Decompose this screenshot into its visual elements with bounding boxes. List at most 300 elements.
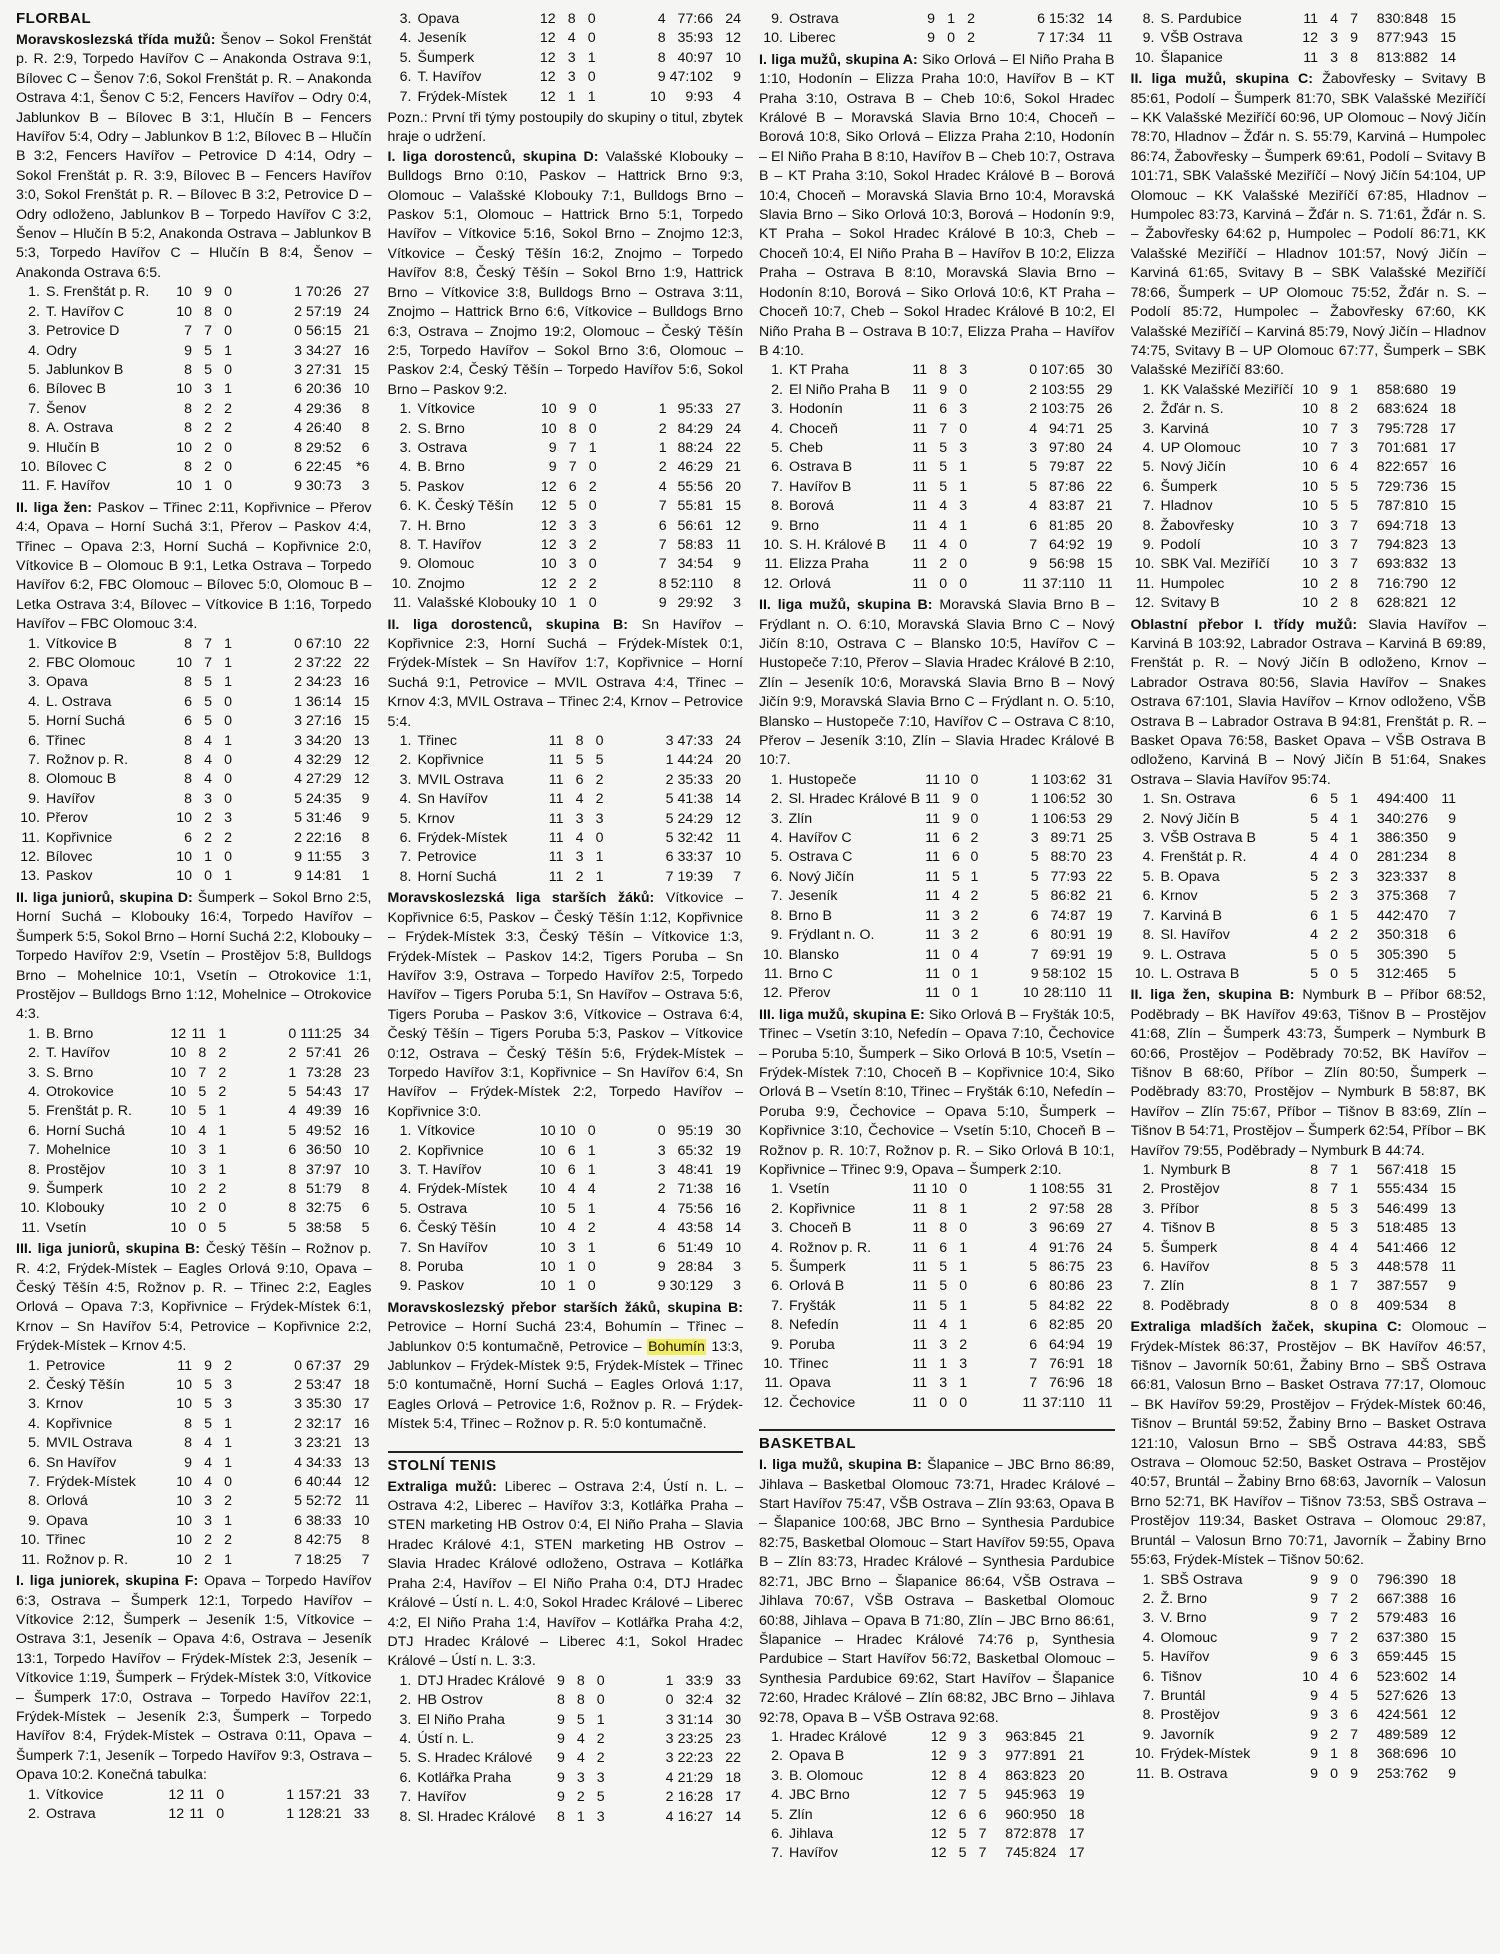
extra: 29 [353, 1357, 370, 1374]
extra: 10 [353, 381, 370, 398]
rank: 4. [771, 1787, 783, 1804]
standings-table [16, 1786, 372, 1825]
team-name: Prostějov [1160, 1707, 1220, 1724]
draws: 5 [1350, 946, 1358, 963]
extra: 24 [725, 733, 741, 750]
score: 3 [1030, 830, 1039, 847]
draws: 1 [959, 459, 968, 476]
score: 822:657 [1376, 459, 1428, 476]
wins: 5 [204, 1415, 212, 1432]
points: 86:82 [1050, 888, 1087, 905]
extra [1458, 810, 1486, 829]
rank: 7. [28, 1474, 40, 1491]
wins: 2 [1330, 868, 1338, 885]
wins: 3 [576, 1769, 585, 1786]
points: 17:34 [1048, 30, 1085, 47]
wins: 1 [567, 88, 576, 105]
wins: 5 [1330, 791, 1338, 808]
team-name: A. Ostrava [46, 420, 114, 437]
score: 683:624 [1376, 401, 1428, 418]
extra: 30 [725, 1711, 741, 1728]
team-name: Opava [789, 1375, 831, 1392]
points: 58:102 [1042, 965, 1087, 982]
games: 10 [176, 284, 192, 301]
rank: 9. [1142, 946, 1155, 963]
score: 794:823 [1376, 536, 1428, 553]
wins: 5 [952, 868, 960, 885]
games: 9 [1310, 1765, 1318, 1782]
wins: 7 [1330, 1181, 1338, 1198]
rank: 1. [1142, 791, 1155, 808]
team-name: Jihlava [789, 1825, 834, 1842]
score: 11 [1022, 575, 1038, 592]
wins: 3 [204, 381, 212, 398]
extra [1458, 1687, 1486, 1706]
table-row [16, 1141, 372, 1160]
score: 7 [658, 536, 667, 553]
extra: 23 [725, 1730, 741, 1747]
extra: 22 [725, 1750, 741, 1767]
points: 106:53 [1042, 810, 1087, 827]
points: 13 [1440, 556, 1456, 573]
wins: 9 [952, 791, 960, 808]
points: 54:43 [305, 1083, 342, 1100]
score: 3 [657, 1161, 666, 1178]
points: 36:14 [305, 693, 342, 710]
points: 15 [1440, 1161, 1456, 1178]
wins: 8 [958, 1767, 967, 1784]
wins: 8 [204, 303, 212, 320]
team-name: T. Havířov [417, 1161, 482, 1178]
rank: 11. [1135, 1765, 1155, 1782]
points: 8 [1448, 849, 1456, 866]
rank: 2. [28, 1045, 40, 1062]
rank: 10. [763, 536, 783, 553]
rank: 7. [770, 888, 783, 905]
extra: 29 [1096, 381, 1113, 398]
wins: 1 [204, 849, 212, 866]
extra: *6 [356, 458, 370, 475]
score: 6 [1029, 517, 1038, 534]
table-row [759, 29, 1115, 48]
points: 15 [1440, 478, 1456, 495]
results-paragraph [1131, 70, 1487, 381]
team-name: El Niño Praha B [789, 381, 890, 398]
games: 5 [1310, 946, 1318, 963]
standings-table [759, 10, 1115, 49]
draws: 2 [1350, 1590, 1358, 1607]
table-row [16, 867, 372, 886]
extra: 17 [353, 1083, 370, 1100]
table-row [759, 907, 1115, 926]
extra [1458, 497, 1486, 516]
table-row [759, 400, 1115, 419]
draws: 3 [959, 362, 968, 379]
games: 8 [184, 400, 192, 417]
games: 10 [176, 1396, 192, 1413]
rank: 2. [1142, 1590, 1155, 1607]
standings-table [759, 1728, 1115, 1864]
rank: 10. [20, 458, 40, 475]
extra [1458, 1648, 1486, 1667]
team-name: MVIL Ostrava [46, 1435, 133, 1452]
points: 35:93 [677, 30, 713, 47]
draws: 2 [595, 791, 604, 808]
team-name: Jeseník [417, 30, 467, 47]
score: 489:589 [1376, 1726, 1428, 1743]
draws: 1 [224, 635, 232, 652]
score: 5 [665, 810, 674, 827]
competition-title: III. liga mužů, skupina E: [759, 1006, 925, 1023]
extra [1458, 946, 1486, 965]
table-row [759, 887, 1115, 906]
games: 10 [539, 1181, 556, 1198]
points: 94:71 [1048, 420, 1085, 437]
games: 10 [1302, 556, 1318, 573]
table-row [16, 1044, 372, 1063]
points: 29:52 [305, 439, 342, 456]
draws: 3 [1350, 1259, 1358, 1275]
games: 10 [170, 1064, 187, 1081]
games: 11 [925, 907, 940, 924]
score: 4 [1029, 1239, 1038, 1256]
score: 3 [657, 1142, 666, 1159]
score: 9 [1029, 556, 1038, 573]
draws: 1 [1350, 1161, 1358, 1178]
games: 11 [912, 1239, 928, 1256]
games: 8 [1310, 1278, 1318, 1295]
extra: 11 [1097, 985, 1113, 1002]
draws: 3 [224, 1377, 232, 1394]
points: 31:46 [305, 810, 342, 827]
team-name: Havířov [789, 1845, 838, 1862]
points: 17 [1440, 420, 1456, 437]
extra: 19 [1096, 1336, 1113, 1353]
games: 11 [1303, 11, 1318, 27]
extra: 25 [1096, 830, 1113, 847]
table-row [759, 1374, 1115, 1393]
wins: 4 [576, 1750, 585, 1767]
table-row [388, 68, 744, 87]
draws: 2 [218, 1045, 227, 1062]
team-name: Krnov [1160, 888, 1198, 905]
draws: 3 [1350, 1220, 1358, 1237]
points: 97:58 [1048, 1200, 1085, 1217]
games: 6 [184, 713, 192, 730]
wins: 8 [567, 11, 576, 27]
competition-title: Moravskoslezská třída mužů: [16, 32, 216, 48]
rank: 2. [399, 752, 412, 769]
score: 6 [1030, 907, 1039, 924]
rank: 1. [399, 401, 412, 418]
wins: 5 [939, 439, 948, 456]
standings-table [1131, 10, 1487, 68]
score: 4 [657, 1200, 666, 1217]
points: 12 [1440, 1239, 1456, 1256]
rank: 4. [399, 1181, 412, 1198]
table-row [388, 848, 744, 867]
team-name: Havířov [417, 1789, 467, 1806]
table-row [759, 1277, 1115, 1296]
team-name: Elizza Praha [789, 556, 869, 573]
table-row [388, 1769, 744, 1788]
table-row [16, 635, 372, 654]
wins: 2 [204, 439, 212, 456]
draws: 1 [959, 517, 968, 534]
games: 12 [1302, 30, 1318, 47]
games: 12 [168, 1786, 185, 1803]
wins: 2 [204, 458, 212, 475]
table-row [1131, 536, 1487, 555]
rank: 4. [399, 459, 412, 476]
points: 84:29 [677, 420, 713, 437]
extra [1458, 439, 1486, 458]
games: 11 [912, 1259, 928, 1275]
draws: 1 [596, 1711, 605, 1728]
extra: 4 [733, 88, 741, 105]
points: 35:30 [305, 1396, 342, 1413]
extra: 15 [353, 713, 370, 730]
table-row [16, 1512, 372, 1531]
table-row [759, 536, 1115, 555]
table-row [388, 1142, 744, 1161]
rank: 10. [1134, 556, 1155, 573]
score: 11 [1022, 1394, 1038, 1411]
draws: 2 [588, 536, 597, 553]
wins: 11 [189, 1786, 205, 1803]
games: 8 [1310, 1200, 1318, 1217]
extra: 16 [353, 1122, 370, 1139]
results-paragraph [16, 31, 372, 283]
points: 95:33 [677, 401, 713, 418]
draws: 0 [224, 303, 232, 320]
wins: 3 [1330, 49, 1338, 66]
score: 3 [294, 342, 302, 359]
extra [1087, 1767, 1115, 1786]
team-name: B. Opava [1160, 868, 1220, 885]
team-name: Kopřivnice [46, 829, 113, 846]
team-name: Ústí n. L. [417, 1730, 475, 1747]
table-row [759, 829, 1115, 848]
table-row [16, 1083, 372, 1102]
score: 3 [665, 733, 674, 750]
extra: 1 [361, 868, 370, 885]
extra [1087, 1825, 1115, 1844]
table-row [1131, 1277, 1487, 1296]
points: 42:75 [305, 1532, 342, 1549]
table-row [16, 790, 372, 809]
points: 21 [1068, 1728, 1085, 1745]
team-name: Český Těšín [417, 1220, 497, 1237]
points: 12 [1440, 595, 1456, 612]
rank: 2. [1142, 810, 1155, 827]
rank: 10. [763, 30, 783, 47]
column-4 [1131, 10, 1487, 1944]
score: 5 [1029, 1297, 1038, 1314]
wins: 5 [198, 1083, 207, 1100]
games: 9 [1310, 1571, 1318, 1588]
games: 8 [557, 1808, 565, 1825]
wins: 4 [1330, 830, 1338, 847]
table-row [388, 810, 744, 829]
rank: 5. [771, 1259, 783, 1275]
table-row [1131, 1571, 1487, 1590]
games: 8 [557, 1692, 565, 1709]
wins: 0 [952, 985, 960, 1002]
games: 11 [925, 868, 940, 885]
score: 579:483 [1376, 1610, 1428, 1627]
score: 10 [649, 88, 666, 105]
draws: 1 [224, 1551, 232, 1568]
rank: 12. [20, 849, 40, 866]
score: 2 [1029, 401, 1038, 418]
table-row [388, 732, 744, 751]
rank: 1. [28, 1357, 40, 1374]
points: 26:40 [305, 420, 342, 437]
score: 1 [665, 1672, 674, 1689]
wins: 1 [576, 1808, 585, 1825]
team-name: Ostrava B [789, 459, 853, 476]
wins: 7 [204, 635, 212, 652]
table-row [1131, 1200, 1487, 1219]
points: 157:21 [298, 1786, 342, 1803]
team-name: Šenov [46, 400, 87, 417]
rank: 6. [399, 1220, 412, 1237]
extra: 15 [1096, 556, 1113, 573]
extra: 8 [361, 400, 370, 417]
extra: 18 [1096, 1356, 1113, 1373]
wins: 3 [952, 907, 960, 924]
score: 6 [1029, 1336, 1038, 1353]
table-row [759, 381, 1115, 400]
team-name: Olomouc [417, 556, 475, 573]
points: 32:29 [305, 752, 342, 769]
team-name: FBC Olomouc [46, 655, 136, 671]
wins: 0 [1330, 946, 1338, 963]
score: 5 [665, 830, 674, 847]
score: 1 [286, 1786, 295, 1803]
wins: 4 [567, 1181, 576, 1198]
draws: 2 [588, 478, 597, 495]
results-text: Liberec – Ostrava 2:4, Ústí n. L. – Ostrava 4:2, Liberec – Havířov 3:3, Kotlářka Praha – STEN marketing HB Ostrov 0:4, El Niño Praha – Slavia Hradec Králové 4:1, STEN marketing HB Ostrov – Slavia Hradec Králové odloženo, Ostrava – Kotlářka Praha 2:4, Havířov – El Niño Praha 0:4, DTJ Hradec Králové – Ústí n. L. 4:0, Sokol Hradec Králové – Liberec 4:2, El Niño Praha 1:4, Havířov – Kotlářka Praha 4:2, DTJ Hradec Králové – Liberec 4:1, Sokol Hradec Králové – Ústí n. L. 3:3. [387, 1478, 743, 1670]
wins: 5 [575, 752, 584, 769]
points: 43:58 [677, 1220, 713, 1237]
points: 111:25 [300, 1025, 342, 1042]
team-name: HB Ostrov [417, 1692, 483, 1709]
score: 6 [1037, 11, 1045, 27]
extra: 19 [1096, 946, 1113, 963]
score: 375:368 [1376, 888, 1428, 905]
points: 57:19 [305, 303, 342, 320]
games: 11 [912, 1220, 928, 1237]
extra: 13 [353, 1454, 370, 1471]
extra: 8 [733, 575, 741, 592]
draws: 2 [224, 420, 232, 437]
draws: 2 [967, 30, 975, 47]
games: 9 [1310, 1610, 1318, 1627]
points: 18:25 [305, 1551, 342, 1568]
games: 6 [1310, 791, 1318, 808]
results-text: Nymburk B – Příbor 68:52, Poděbrady – BK Havířov 49:63, Tišnov B – Prostějov 41:68, Zlín – Šumperk 43:73, Šumperk – Nymburk B 60:66, Prostějov – Poděbrady 70:52, BK Havířov – Tišnov B 68:60, Příbor – Zlín 80:50, Šumperk – Poděbrady 83:70, Prostějov – Nymburk B 58:87, BK Havířov – Zlín 75:67, Příbor – Tišnov B 83:69, Zlín – Tišnov B 54:71, Prostějov – Šumperk 62:54, Příbor – BK Havířov 79:55, Poděbrady – Nymburk B 44:74. [1130, 987, 1486, 1159]
team-name: Přerov [46, 810, 88, 827]
wins: 6 [568, 478, 577, 495]
table-row [16, 1434, 372, 1453]
games: 8 [184, 1415, 192, 1432]
team-name: Příbor [1160, 1200, 1200, 1217]
extra [1458, 1258, 1486, 1277]
results-text: Český Těšín – Rožnov p. R. 4:2, Frýdek-Místek – Eagles Orlová 9:10, Opava – Český Těšín 4:5, Rožnov p. R. – Třinec 2:2, Eagles Orlová – Opava 7:3, Kopřivnice – Frýdek-Místek 6:1, Krnov – Sn Havířov 5:4, Petrovice – Kopřivnice 2:2, Frýdek-Místek – Krnov 4:5. [16, 1241, 372, 1355]
wins: 2 [204, 829, 212, 846]
rank: 7. [1142, 1687, 1155, 1704]
points: 83:87 [1048, 498, 1085, 515]
draws: 5 [1350, 907, 1358, 924]
extra: 14 [725, 791, 741, 808]
points: 41:38 [677, 791, 713, 808]
wins: 7 [1330, 1629, 1338, 1646]
games: 9 [1310, 1746, 1318, 1763]
draws: 1 [1350, 381, 1358, 398]
score: 1 [294, 284, 302, 301]
points: 103:62 [1042, 771, 1087, 788]
games: 11 [912, 1278, 928, 1295]
section-heading: FLORBAL [16, 10, 92, 27]
extra: 32 [725, 1692, 741, 1709]
score: 7 [294, 1551, 302, 1568]
table-row [1131, 790, 1487, 809]
rank: 2. [28, 1377, 40, 1394]
points: 51:79 [305, 1180, 342, 1197]
draws: 0 [587, 1278, 596, 1295]
games: 12 [930, 1767, 947, 1784]
rank: 2. [399, 420, 412, 437]
draws: 2 [1350, 1610, 1358, 1627]
team-name: Brno C [788, 965, 833, 982]
games: 11 [912, 1394, 928, 1411]
extra: 33 [725, 1672, 741, 1689]
results-paragraph [388, 616, 744, 732]
extra: 11 [1097, 30, 1113, 47]
games: 11 [925, 888, 940, 905]
team-name: Sn Havířov [417, 791, 488, 808]
table-row [759, 361, 1115, 380]
wins: 4 [1330, 1687, 1338, 1704]
wins: 6 [567, 1161, 576, 1178]
team-name: Šlapanice [1160, 49, 1223, 66]
wins: 2 [568, 575, 577, 592]
table-row [1131, 1239, 1487, 1258]
extra [1458, 848, 1486, 867]
rank: 5. [1142, 868, 1155, 885]
extra: 7 [361, 1551, 370, 1568]
score: 0 [1029, 362, 1038, 379]
table-row [388, 439, 744, 458]
rank: 11. [764, 556, 783, 573]
wins: 4 [939, 498, 948, 515]
extra: 10 [725, 849, 741, 866]
extra: 12 [353, 1474, 370, 1491]
table-row [1131, 1687, 1487, 1706]
games: 9 [184, 1454, 192, 1471]
rank: 4. [28, 1083, 40, 1100]
games: 5 [1310, 810, 1318, 827]
rank: 7. [771, 1297, 783, 1314]
wins: 11 [191, 1025, 207, 1042]
standings-table [759, 1180, 1115, 1413]
team-name: Šumperk [417, 49, 475, 66]
rank: 3. [28, 323, 40, 340]
draws: 2 [970, 907, 979, 924]
extra [1458, 1590, 1486, 1609]
